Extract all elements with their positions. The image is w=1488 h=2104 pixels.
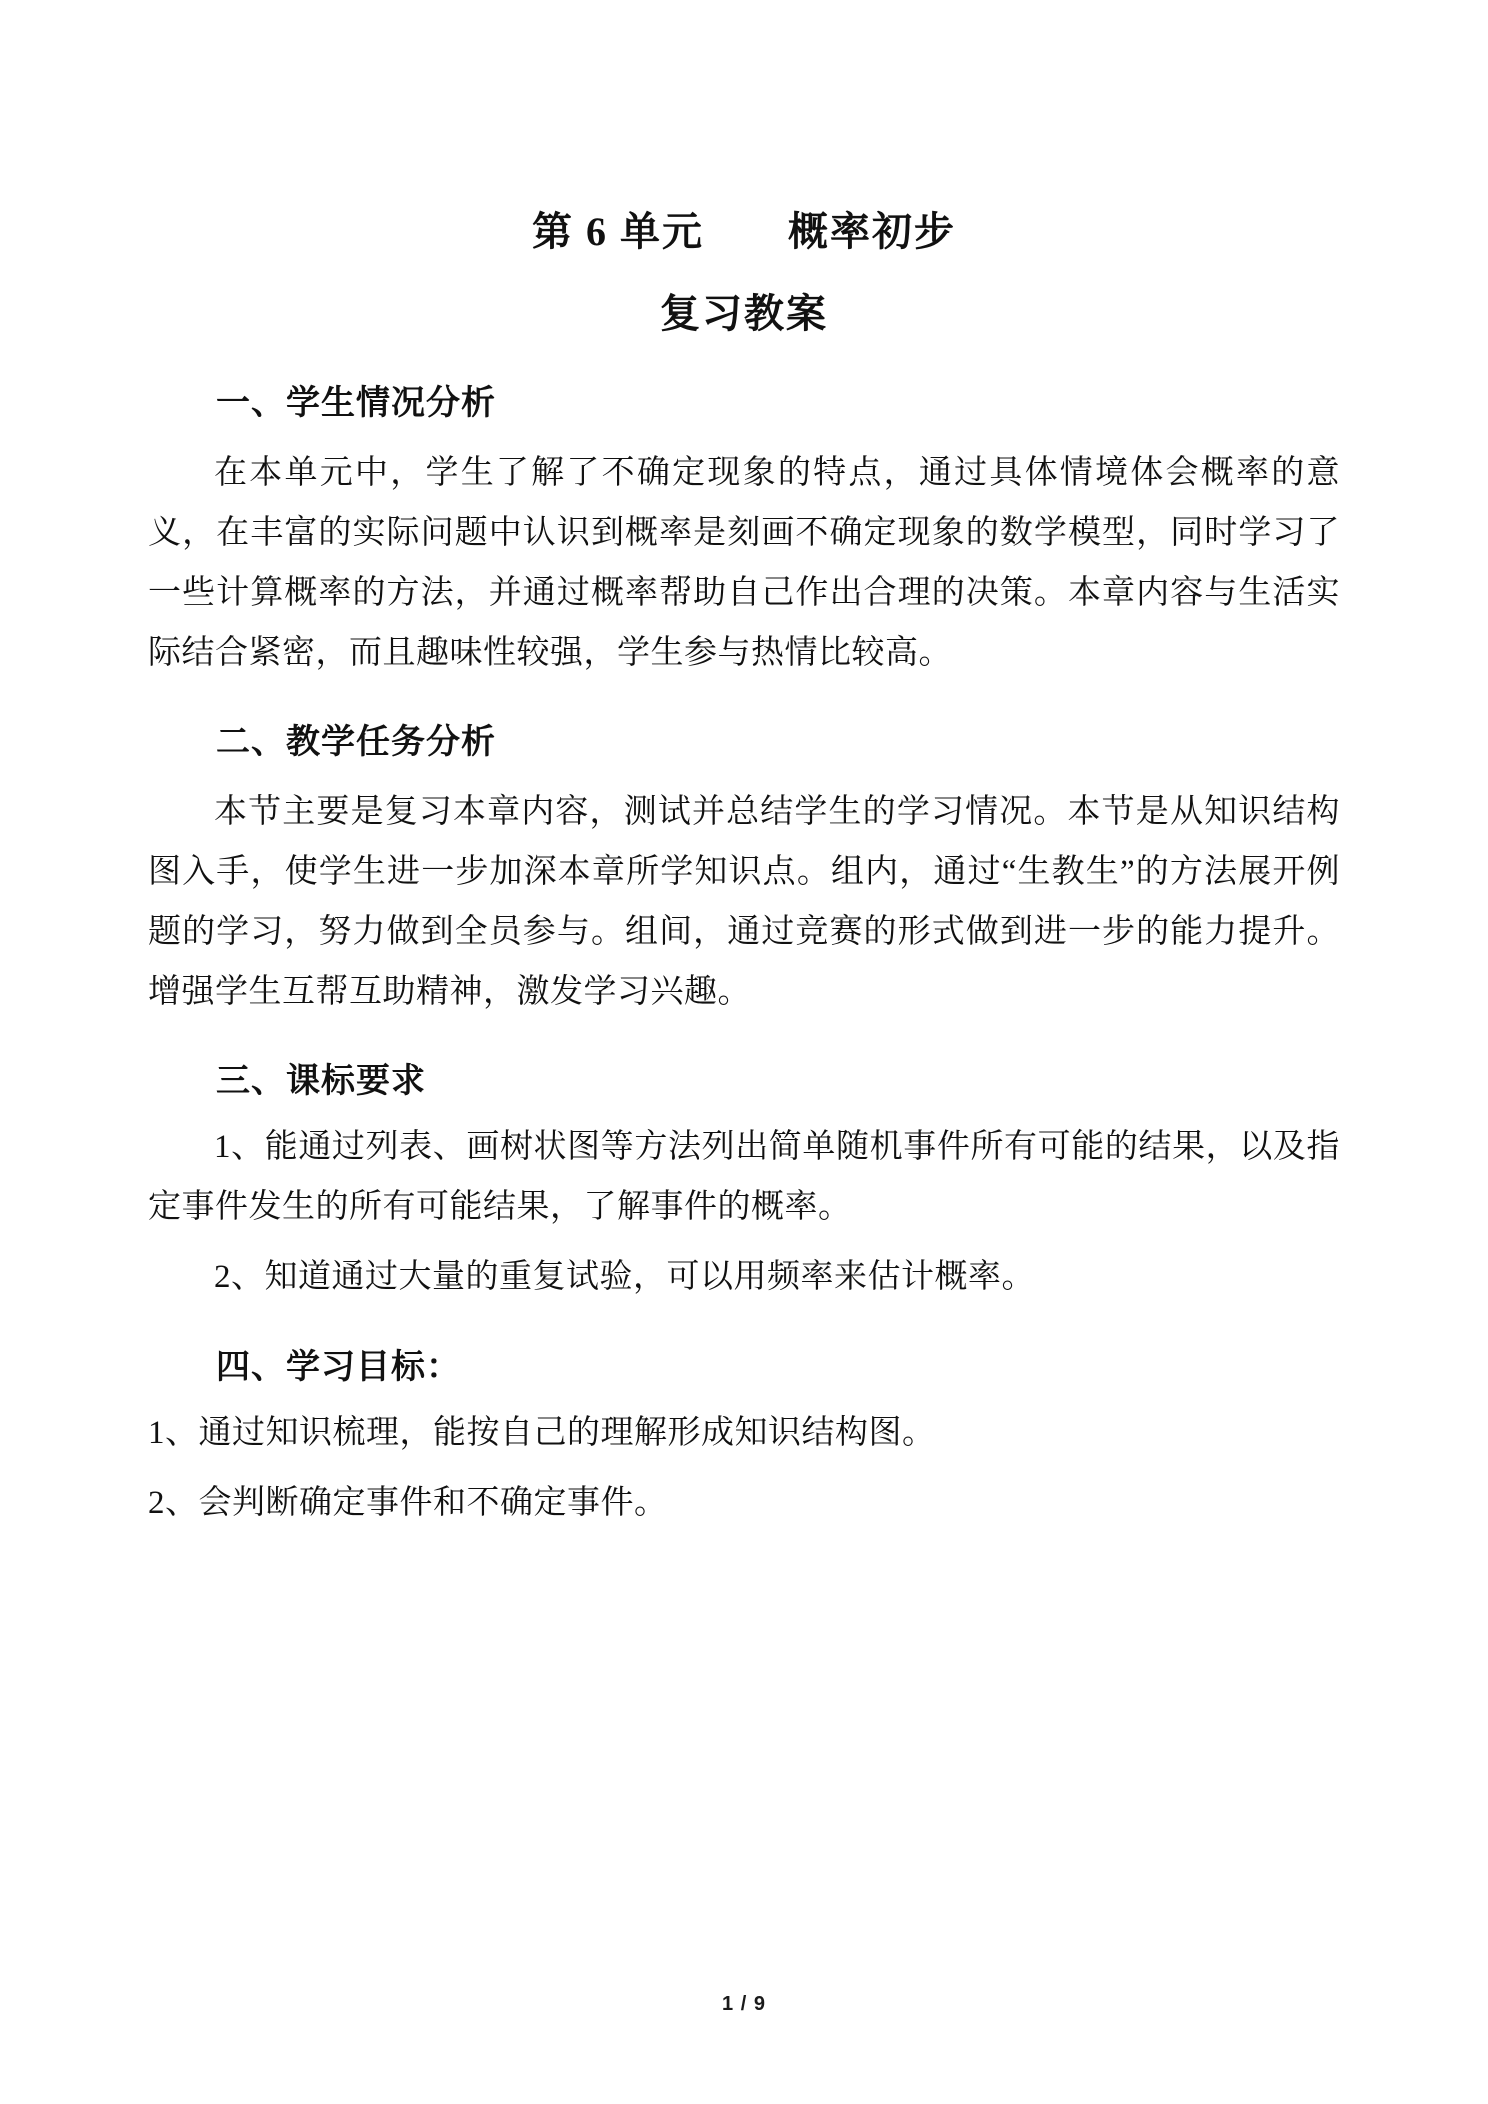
section-heading-curriculum-requirements: 三、课标要求 <box>216 1062 426 1101</box>
list-item: 1、能通过列表、画树状图等方法列出简单随机事件所有可能的结果，以及指定事件发生的所有可能结果，了解事件的概率。 <box>148 1129 1340 1226</box>
list-item: 2、知道通过大量的重复试验，可以用频率来估计概率。 <box>214 1259 1035 1296</box>
section-paragraph-teaching-task-analysis: 本节主要是复习本章内容，测试并总结学生的学习情况。本节是从知识结构图入手，使学生进一步加深本章所学知识点。组内，通过“生教生”的方法展开例题的学习，努力做到全员参与。组间，通过竞赛的形式做到进一步的能力提升。增强学生互帮互助精神，激发学习兴趣。 <box>148 794 1340 1011</box>
page-title: 第 6 单元 概率初步 <box>532 209 956 254</box>
page-subtitle: 复习教案 <box>660 291 828 336</box>
list-item: 1、通过知识梳理，能按自己的理解形成知识结构图。 <box>148 1414 936 1451</box>
page-number-footer: 1 / 9 <box>722 1993 766 2015</box>
section-heading-teaching-task-analysis: 二、教学任务分析 <box>216 723 496 762</box>
section-heading-learning-objectives: 四、学习目标： <box>216 1347 461 1386</box>
list-item: 2、会判断确定事件和不确定事件。 <box>148 1484 668 1521</box>
section-paragraph-student-analysis: 在本单元中，学生了解了不确定现象的特点，通过具体情境体会概率的意义，在丰富的实际问题中认识到概率是刻画不确定现象的数学模型，同时学习了一些计算概率的方法，并通过概率帮助自己作出合理的决策。本章内容与生活实际结合紧密，而且趣味性较强，学生参与热情比较高。 <box>148 455 1340 672</box>
section-heading-student-analysis: 一、学生情况分析 <box>216 384 496 422</box>
